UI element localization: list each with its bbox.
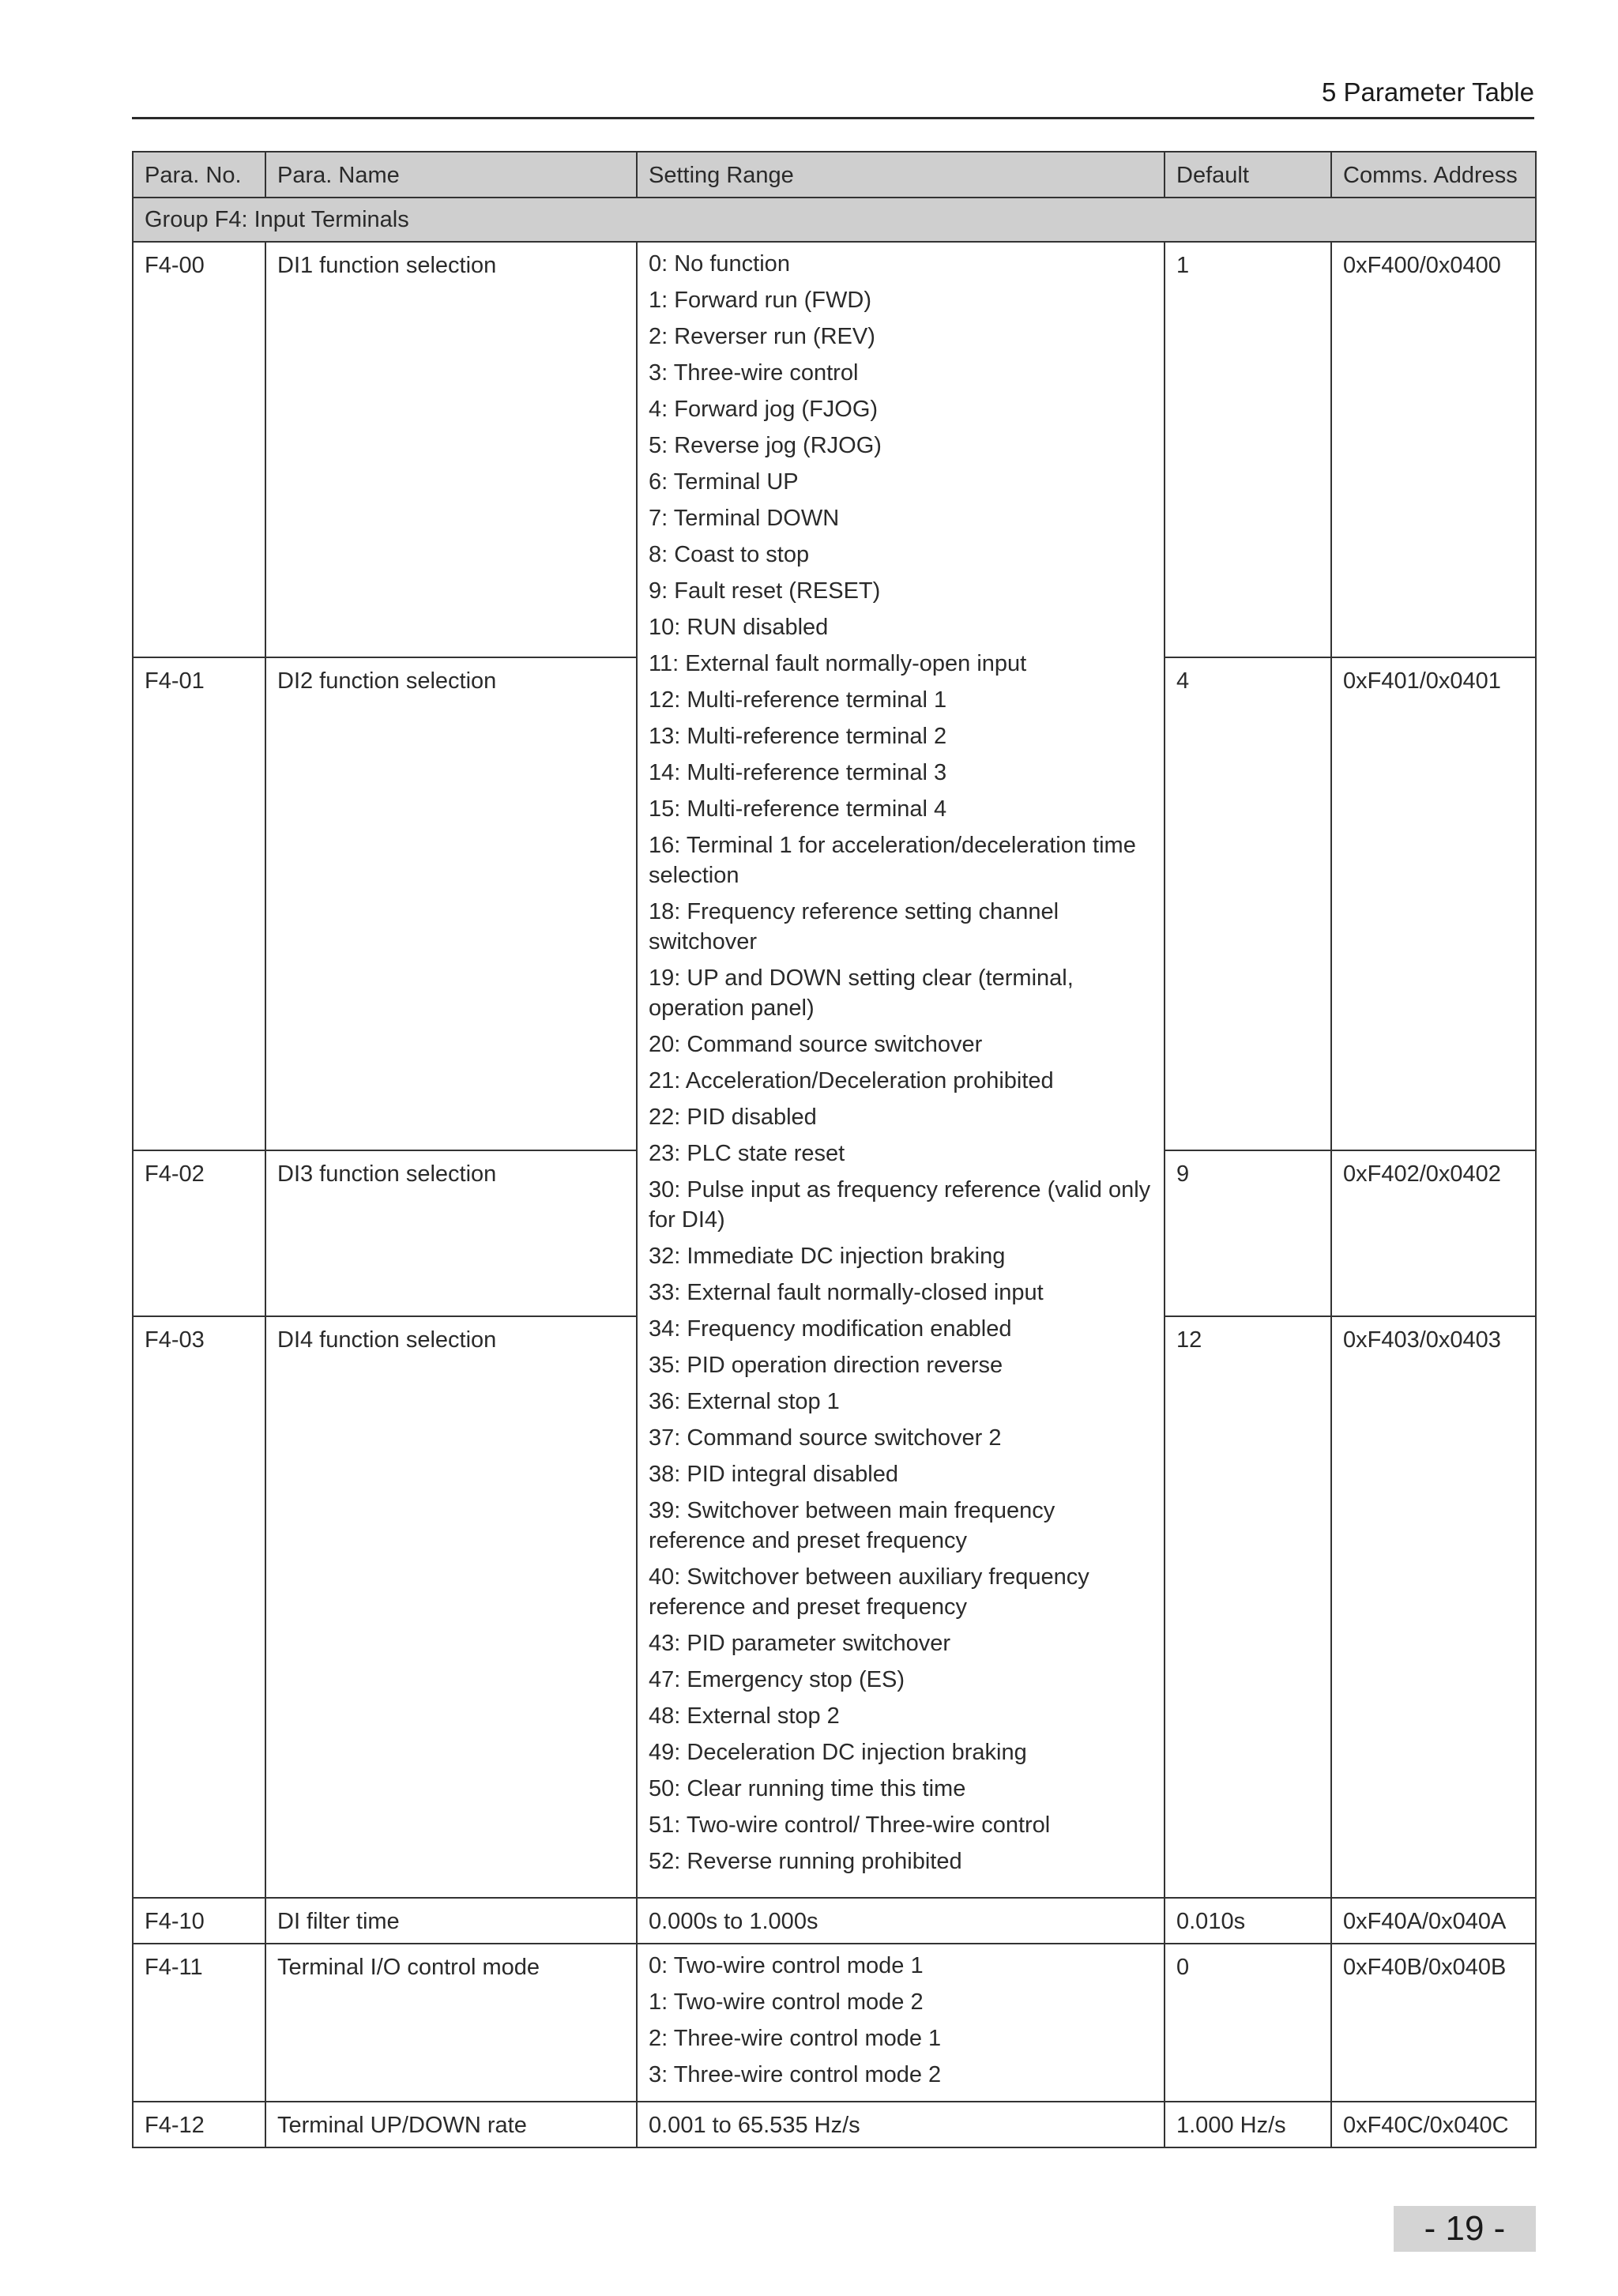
para-no-cell: F4-01: [133, 657, 265, 1150]
range-item: 16: Terminal 1 for acceleration/deceleration time selection: [649, 833, 1136, 888]
default-cell: 9: [1165, 1150, 1331, 1316]
para-no-cell: F4-02: [133, 1150, 265, 1316]
range-item: 49: Deceleration DC injection braking: [649, 1740, 1027, 1765]
para-no-cell: F4-00: [133, 242, 265, 657]
range-item: 9: Fault reset (RESET): [649, 578, 881, 604]
range-item: 30: Pulse input as frequency reference (valid only for DI4): [649, 1177, 1151, 1233]
setting-range-cell: 0.000s to 1.000s: [637, 1898, 1165, 1944]
range-item: 8: Coast to stop: [649, 542, 810, 567]
range-item: 51: Two-wire control/ Three-wire control: [649, 1812, 1051, 1838]
setting-range-cell: [637, 1944, 1165, 2102]
default-cell: 1.000 Hz/s: [1165, 2102, 1331, 2147]
address-cell: 0xF40A/0x040A: [1331, 1898, 1536, 1944]
range-item: 32: Immediate DC injection braking: [649, 1244, 1006, 1269]
range-item: 20: Command source switchover: [649, 1032, 983, 1057]
para-name-cell: Terminal UP/DOWN rate: [265, 2102, 637, 2147]
group-row: [133, 198, 1536, 242]
para-name-cell: DI filter time: [265, 1898, 637, 1944]
range-item: 18: Frequency reference setting channel switchover: [649, 899, 1059, 954]
para-no-cell: F4-12: [133, 2102, 265, 2147]
table-row: [133, 242, 1536, 657]
range-item: 0: Two-wire control mode 1: [649, 1953, 924, 1978]
range-item: 40: Switchover between auxiliary frequency reference and preset frequency: [649, 1564, 1089, 1620]
range-item: 2: Three-wire control mode 1: [649, 2026, 942, 2051]
para-name-cell: DI1 function selection: [265, 242, 637, 657]
column-header-setting-range: Setting Range: [637, 152, 1165, 198]
table-header-row: [133, 152, 1536, 198]
parameter-table: [132, 151, 1537, 2148]
range-item: 2: Reverser run (REV): [649, 324, 875, 349]
range-item: 3: Three-wire control mode 2: [649, 2062, 942, 2087]
range-item: 6: Terminal UP: [649, 469, 799, 495]
range-item: 7: Terminal DOWN: [649, 506, 840, 531]
page-header: [132, 73, 1534, 119]
group-label: Group F4: Input Terminals: [133, 198, 1536, 242]
page-number: - 19 -: [1394, 2206, 1536, 2252]
range-item: 23: PLC state reset: [649, 1141, 845, 1166]
address-cell: 0xF403/0x0403: [1331, 1316, 1536, 1898]
column-header-comms-address: Comms. Address: [1331, 152, 1536, 198]
range-item: 38: PID integral disabled: [649, 1462, 898, 1487]
range-item: 19: UP and DOWN setting clear (terminal, operation panel): [649, 965, 1074, 1021]
di-setting-range-cell: [637, 242, 1165, 1898]
control-mode-list: [649, 1944, 1153, 2101]
address-cell: 0xF401/0x0401: [1331, 657, 1536, 1150]
table-row: [133, 1898, 1536, 1944]
range-item: 13: Multi-reference terminal 2: [649, 724, 947, 749]
para-no-cell: F4-11: [133, 1944, 265, 2102]
range-item: 36: External stop 1: [649, 1389, 840, 1414]
para-name-cell: DI2 function selection: [265, 657, 637, 1150]
range-item: 3: Three-wire control: [649, 360, 859, 386]
range-item: 33: External fault normally-closed input: [649, 1280, 1044, 1305]
default-cell: 12: [1165, 1316, 1331, 1898]
range-item: 52: Reverse running prohibited: [649, 1849, 962, 1874]
default-cell: 0.010s: [1165, 1898, 1331, 1944]
para-name-cell: DI3 function selection: [265, 1150, 637, 1316]
range-item: 5: Reverse jog (RJOG): [649, 433, 882, 458]
para-no-cell: F4-10: [133, 1898, 265, 1944]
range-item: 48: External stop 2: [649, 1703, 840, 1729]
para-no-cell: F4-03: [133, 1316, 265, 1898]
range-item: 4: Forward jog (FJOG): [649, 397, 879, 422]
para-name-cell: DI4 function selection: [265, 1316, 637, 1898]
range-item: 0: No function: [649, 251, 790, 277]
range-item: 15: Multi-reference terminal 4: [649, 796, 947, 822]
table-row: [133, 2102, 1536, 2147]
di-setting-range-list: [649, 243, 1153, 1888]
address-cell: 0xF40C/0x040C: [1331, 2102, 1536, 2147]
address-cell: 0xF402/0x0402: [1331, 1150, 1536, 1316]
range-item: 1: Two-wire control mode 2: [649, 1989, 924, 2015]
range-item: 34: Frequency modification enabled: [649, 1316, 1012, 1342]
range-item: 39: Switchover between main frequency reference and preset frequency: [649, 1498, 1055, 1553]
section-title: 5 Parameter Table: [1321, 77, 1534, 107]
range-item: 37: Command source switchover 2: [649, 1425, 1002, 1451]
range-item: 11: External fault normally-open input: [649, 651, 1027, 676]
range-item: 21: Acceleration/Deceleration prohibited: [649, 1068, 1054, 1093]
para-name-cell: Terminal I/O control mode: [265, 1944, 637, 2102]
column-header-para-no: Para. No.: [133, 152, 265, 198]
column-header-para-name: Para. Name: [265, 152, 637, 198]
range-item: 43: PID parameter switchover: [649, 1631, 950, 1656]
default-cell: 4: [1165, 657, 1331, 1150]
range-item: 35: PID operation direction reverse: [649, 1353, 1003, 1378]
range-item: 12: Multi-reference terminal 1: [649, 687, 947, 713]
address-cell: 0xF400/0x0400: [1331, 242, 1536, 657]
range-item: 50: Clear running time this time: [649, 1776, 966, 1801]
default-cell: 1: [1165, 242, 1331, 657]
table-row: [133, 1944, 1536, 2102]
range-item: 1: Forward run (FWD): [649, 288, 871, 313]
range-item: 10: RUN disabled: [649, 615, 829, 640]
setting-range-cell: 0.001 to 65.535 Hz/s: [637, 2102, 1165, 2147]
column-header-default: Default: [1165, 152, 1331, 198]
range-item: 14: Multi-reference terminal 3: [649, 760, 947, 785]
range-item: 47: Emergency stop (ES): [649, 1667, 905, 1692]
default-cell: 0: [1165, 1944, 1331, 2102]
address-cell: 0xF40B/0x040B: [1331, 1944, 1536, 2102]
range-item: 22: PID disabled: [649, 1105, 817, 1130]
